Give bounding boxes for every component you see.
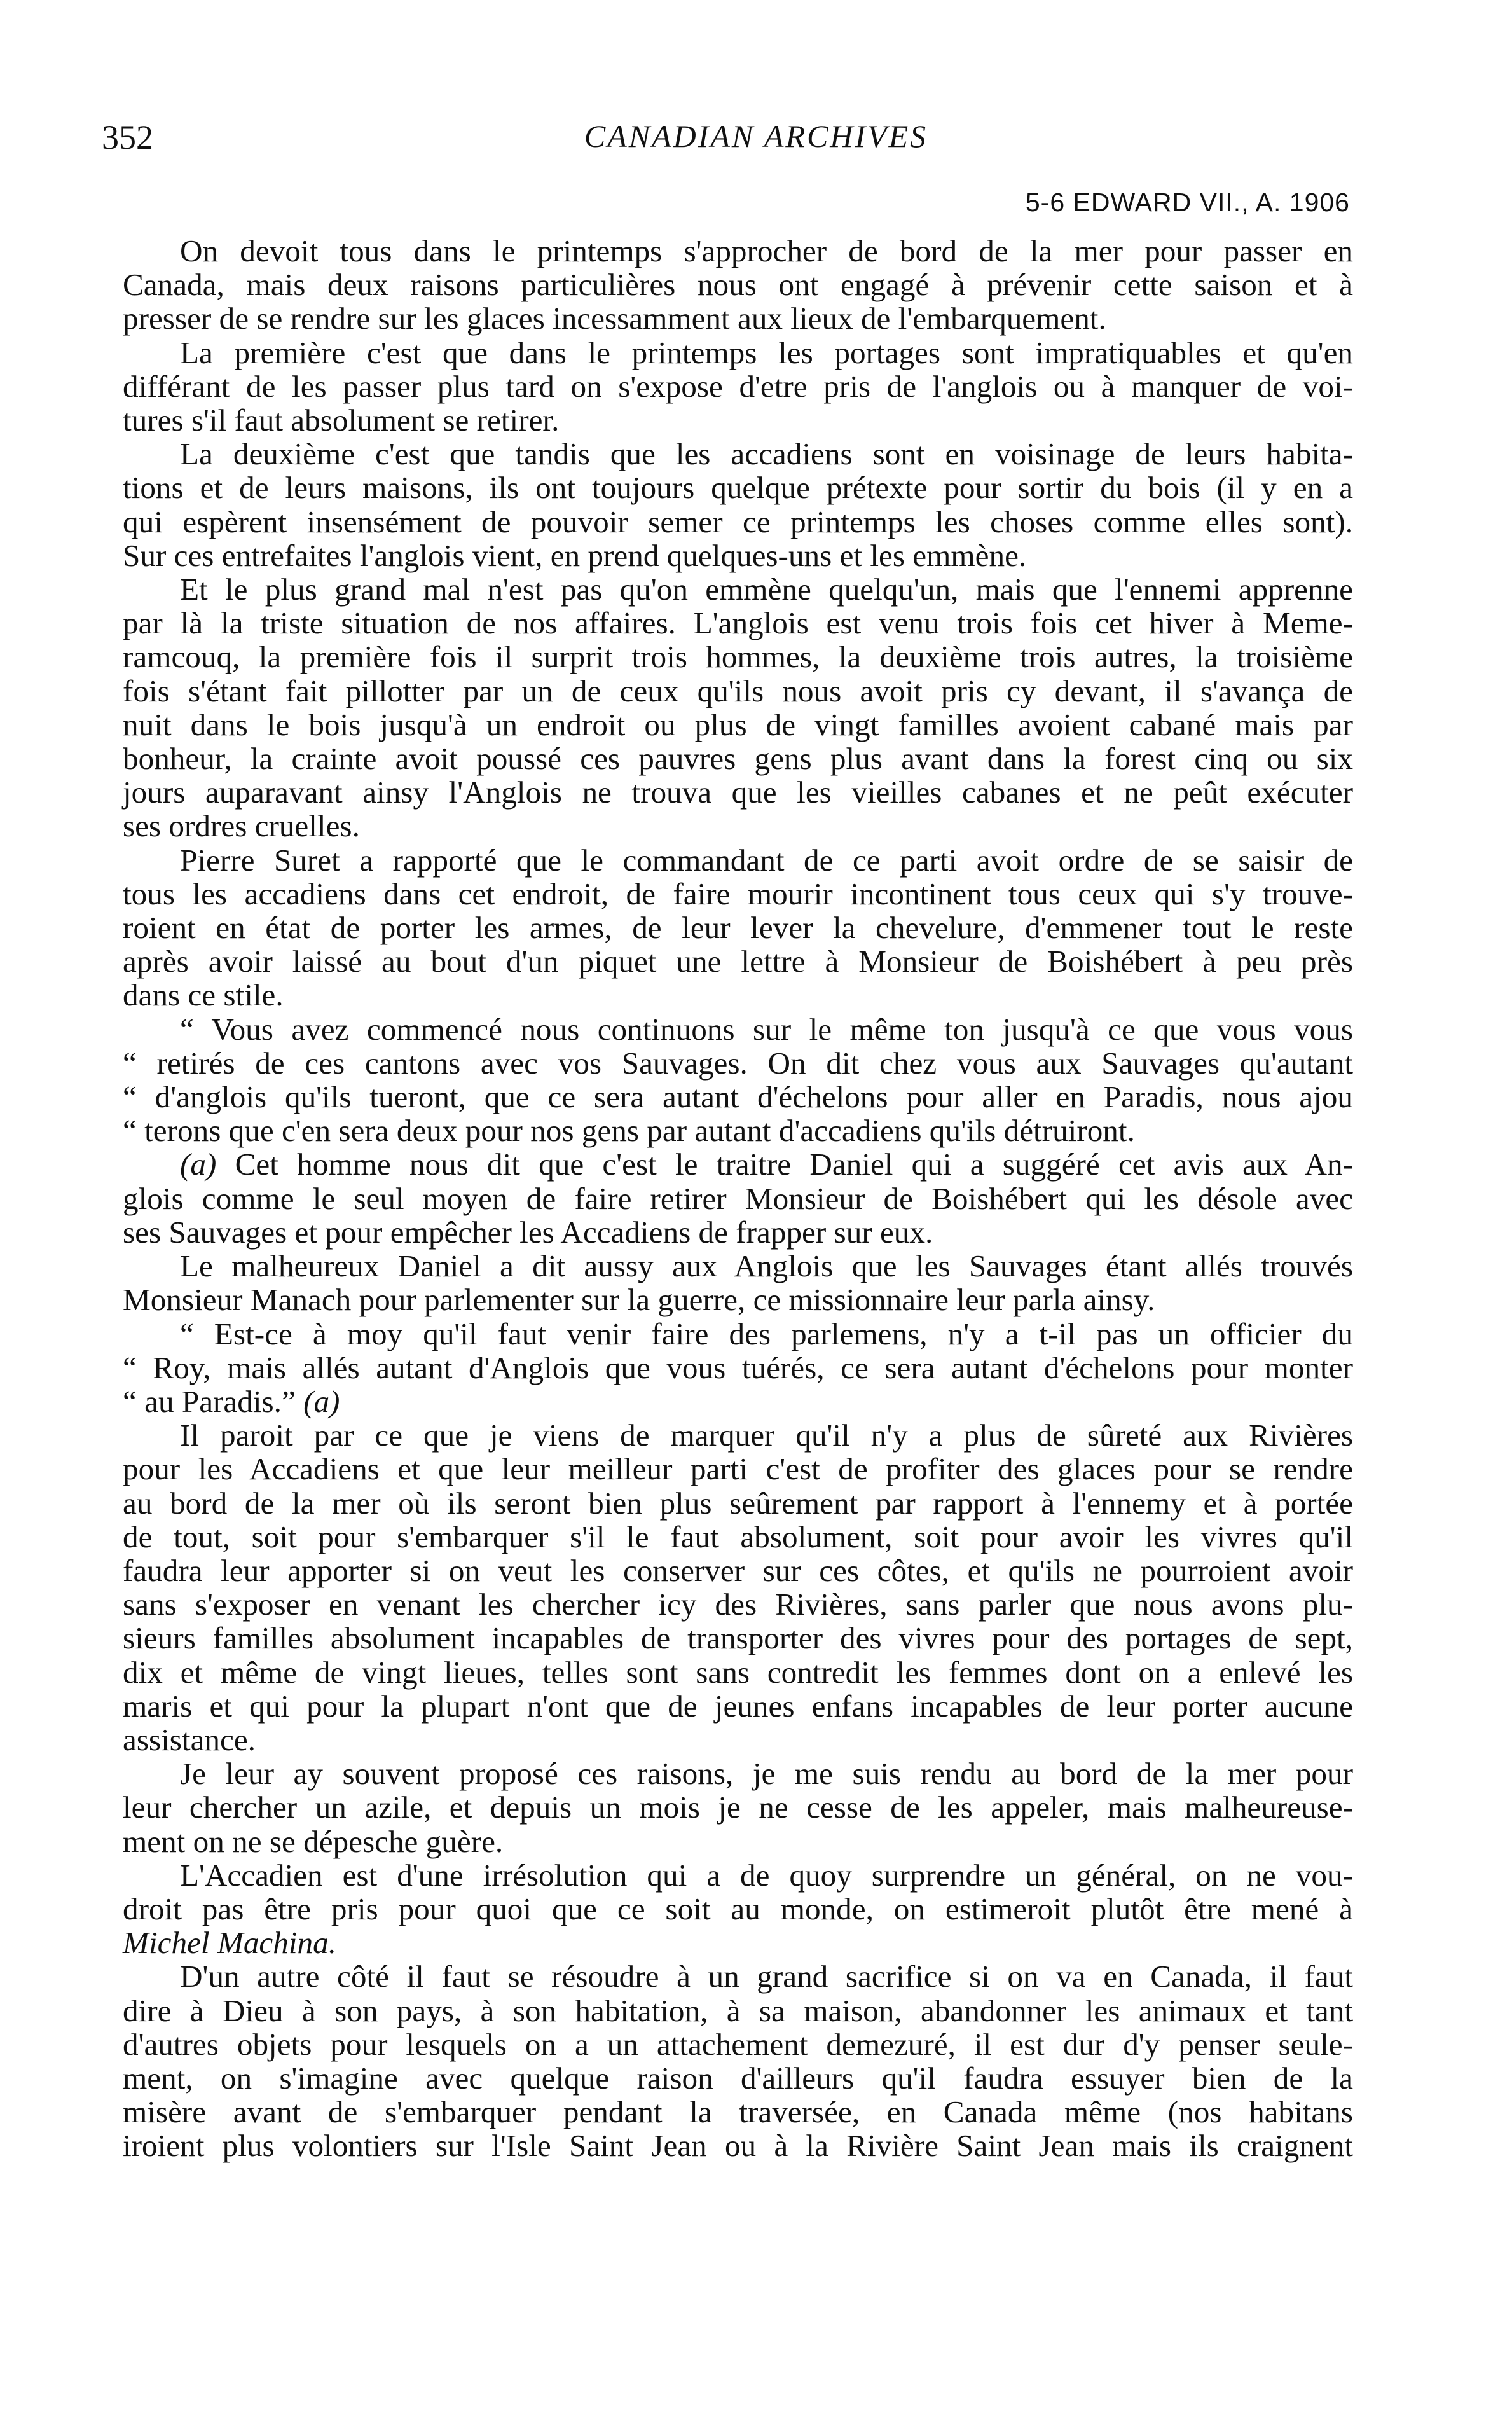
body-text (123, 234, 1353, 2163)
text-line: jours auparavant ainsy l'Anglois ne trouva que les vieilles cabanes et ne peût exécuter (123, 775, 1353, 810)
text-line: assistance. (123, 1722, 256, 1757)
text-line: d'autres objets pour lesquels on a un attachement demezuré, il est dur d'y penser seule- (123, 2026, 1353, 2062)
text-line: fois s'étant fait pillotter par un de ceux qu'ils nous avoit pris cy devant, il s'avança de (123, 673, 1353, 708)
text-line: misère avant de s'embarquer pendant la traversée, en Canada même (nos habitans (123, 2094, 1353, 2130)
text-line: “ d'anglois qu'ils tueront, que ce sera autant d'échelons pour aller en Paradis, nous ajou (123, 1079, 1353, 1115)
text-line: “ au Paradis.” (123, 1383, 296, 1419)
text-line: Michel Machina. (123, 1925, 337, 1961)
page-header (0, 0, 1512, 217)
text-line: “ terons que c'en sera deux pour nos gens par autant d'accadiens qu'ils détruiront. (123, 1113, 1135, 1149)
footnote-marker: (a) (303, 1383, 340, 1419)
text-line: nuit dans le bois jusqu'à un endroit ou plus de vingt familles avoient cabané mais par (123, 707, 1353, 742)
text-line: dix et même de vingt lieues, telles sont sans contredit les femmes dont on a enlevé les (123, 1654, 1353, 1690)
page-number: 352 (102, 118, 153, 156)
text-line: par là la triste situation de nos affaires. L'anglois est venu trois fois cet hiver à Meme- (123, 605, 1353, 641)
text-line-with-note (123, 1147, 1353, 1181)
text-line: qui espèrent insensément de pouvoir semer ce printemps les choses comme elles sont). (123, 504, 1353, 539)
text-line: On devoit tous dans le printemps s'approcher de bord de la mer pour passer en (180, 233, 1353, 268)
text-line: de tout, soit pour s'embarquer s'il le faut absolument, soit pour avoir les vivres qu'il (123, 1519, 1353, 1554)
text-line: Pierre Suret a rapporté que le commandant de ce parti avoit ordre de se saisir de (180, 842, 1353, 878)
text-line: Je leur ay souvent proposé ces raisons, je me suis rendu au bord de la mer pour (180, 1756, 1353, 1792)
text-line: bonheur, la crainte avoit poussé ces pauvres gens plus avant dans la forest cinq ou six (123, 741, 1353, 777)
text-line: après avoir laissé au bout d'un piquet une lettre à Monsieur de Boishébert à peu près (123, 944, 1353, 979)
text-line: leur chercher un azile, et depuis un mois je ne cesse de les appeler, mais malheureuse- (123, 1790, 1353, 1825)
text-line: “ Roy, mais allés autant d'Anglois que vous tuérés, ce sera autant d'échelons pour monter (123, 1350, 1353, 1385)
session-label: 5-6 EDWARD VII., A. 1906 (1025, 188, 1350, 217)
text-line: ses Sauvages et pour empêcher les Accadiens de frapper sur eux. (123, 1214, 933, 1250)
text-line: ment on ne se dépesche guère. (123, 1823, 504, 1859)
text-line: La première c'est que dans le printemps les portages sont impratiquables et qu'en (180, 335, 1353, 370)
text-line: roient en état de porter les armes, de leur lever la chevelure, d'emmener tout le reste (123, 910, 1353, 946)
text-line: au bord de la mer où ils seront bien plus seûrement par rapport à l'ennemy et à portée (123, 1485, 1353, 1521)
text-line: Canada, mais deux raisons particulières nous ont engagé à prévenir cette saison et à (123, 267, 1353, 303)
text-line: “ retirés de ces cantons avec vos Sauvages. On dit chez vous aux Sauvages qu'autant (123, 1045, 1353, 1081)
text-line: faudra leur apporter si on veut les conserver sur ces côtes, et qu'ils ne pourroient avoir (123, 1552, 1353, 1588)
text-line: iroient plus volontiers sur l'Isle Saint Jean ou à la Rivière Saint Jean mais ils craignent (123, 2128, 1353, 2164)
text-line: Sur ces entrefaites l'anglois vient, en prend quelques-uns et les emmène. (123, 537, 1027, 573)
text-line: presser de se rendre sur les glaces incessamment aux lieux de l'embarquement. (123, 301, 1106, 336)
text-line: tous les accadiens dans cet endroit, de faire mourir incontinent tous ceux qui s'y trouve- (123, 876, 1353, 911)
text-line: pour les Accadiens et que leur meilleur parti c'est de profiter des glaces pour se rendre (123, 1451, 1353, 1487)
text-line: dans ce stile. (123, 978, 284, 1013)
text-line: tions et de leurs maisons, ils ont toujours quelque prétexte pour sortir du bois (il y en a (123, 470, 1353, 506)
text-line: sans s'exposer en venant les chercher icy des Rivières, sans parler que nous avons plu- (123, 1587, 1353, 1622)
text-line: ses ordres cruelles. (123, 808, 360, 844)
text-line: tures s'il faut absolument se retirer. (123, 403, 560, 438)
text-line: Le malheureux Daniel a dit aussy aux Anglois que les Sauvages étant allés trouvés (180, 1248, 1353, 1284)
text-line: Il paroit par ce que je viens de marquer qu'il n'y a plus de sûreté aux Rivières (180, 1418, 1353, 1453)
text-line: D'un autre côté il faut se résoudre à un grand sacrifice si on va en Canada, il faut (180, 1959, 1353, 1994)
text-line: Monsieur Manach pour parlementer sur la guerre, ce missionnaire leur parla ainsy. (123, 1282, 1155, 1318)
text-line: dire à Dieu à son pays, à son habitation, à sa maison, abandonner les animaux et tant (123, 1993, 1353, 2028)
text-line: Et le plus grand mal n'est pas qu'on emmène quelqu'un, mais que l'ennemi apprenne (180, 572, 1353, 607)
text-line-with-note (123, 1385, 1353, 1418)
text-line: Cet homme nous dit que c'est le traitre Daniel qui a suggéré cet avis aux An- (235, 1147, 1354, 1182)
text-line: “ Vous avez commencé nous continuons sur le même ton jusqu'à ce que vous vous (180, 1011, 1353, 1047)
text-line: “ Est-ce à moy qu'il faut venir faire des parlemens, n'y a t-il pas un officier du (180, 1316, 1353, 1351)
text-line: La deuxième c'est que tandis que les accadiens sont en voisinage de leurs habita- (180, 436, 1353, 472)
text-line: droit pas être pris pour quoi que ce soit au monde, on estimeroit plutôt être mené à (123, 1891, 1353, 1926)
text-line: ramcouq, la première fois il surprit trois hommes, la deuxième trois autres, la troisième (123, 639, 1353, 675)
text-line: glois comme le seul moyen de faire retirer Monsieur de Boishébert qui les désole avec (123, 1180, 1353, 1216)
text-line: maris et qui pour la plupart n'ont que de jeunes enfans incapables de leur porter aucune (123, 1688, 1353, 1724)
text-line: ment, on s'imagine avec quelque raison d'ailleurs qu'il faudra essuyer bien de la (123, 2060, 1353, 2096)
footnote-marker: (a) (180, 1147, 217, 1182)
text-line: L'Accadien est d'une irrésolution qui a de quoy surprendre un général, on ne vou- (180, 1857, 1353, 1893)
text-line: différant de les passer plus tard on s'expose d'etre pris de l'anglois ou à manquer de voi- (123, 368, 1353, 404)
running-title: CANADIAN ARCHIVES (584, 118, 928, 154)
text-line: sieurs familles absolument incapables de transporter des vivres pour des portages de sept, (123, 1620, 1353, 1656)
